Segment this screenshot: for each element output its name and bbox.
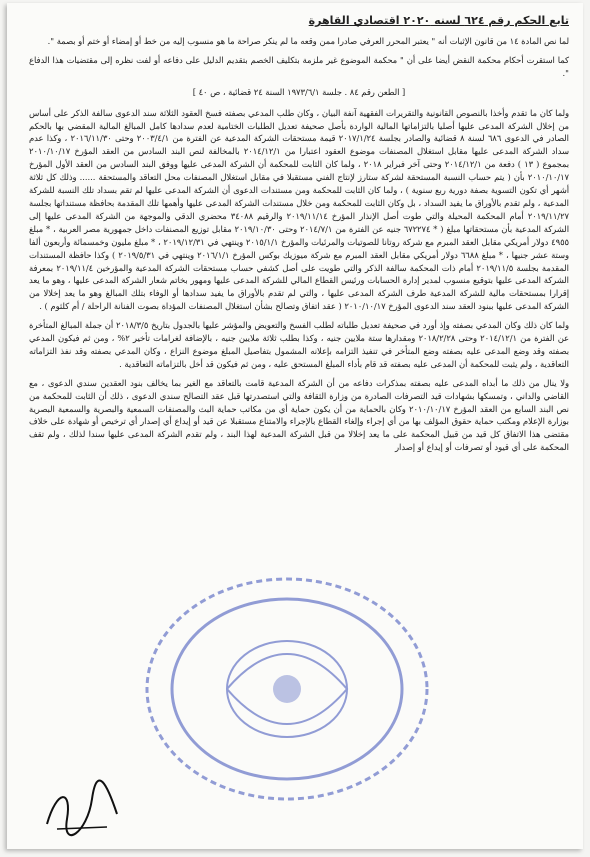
paragraph-5: ولا ينال من ذلك ما أبداه المدعى عليه بصفته بمذكرات دفاعه من أن الشركة المدعية قامت بالتعاقد مع الغير بما يخالف بنود العقدين سندي الدعوى ، مع القاضي والداني ، وتمسكها بشهادات قيد التصرفات الصادرة من وزارة الثقافة والتي استصدرتها قبل عقد التصالح سندي الدعوى ، ذلك أن الثابت للمحكمة من نص البند السابع من العقد المؤرخ ٢٠١٠/١٠/١٧ وكان بالحماية من أن يكون حماية أي من مكاتب حماية البث والمصنفات السمعية والبصرية والسمعية البصرية بوزارة الإعلام ومكتب حماية حقوق المؤلف بها من أي إجراء وإلغاء القطاع بالإجراء والامتناع مستقبلا عن قيد أو إيداع أي إصدار أي ترخيص أو شهادة على خلاف مقتضى هذا الاتفاق كل قيد من قبيل المحكمة على ما يعد إخلالا من قبل الشركة المدعية لهذا البند ، ولم تقدم الشركة المدعى عليها سندا لذلك ، ولم تقف المحكمة على أي قيود أو تصرفات أو إيداع أو إصدار	[29, 377, 569, 453]
handwritten-signature	[37, 779, 127, 839]
paragraph-4: ولما كان ذلك وكان المدعي بصفته وإذ أورد في صحيفة تعديل طلباته لطلب الفسخ والتعويض والمؤشر عليها بالجدول بتاريخ ٢٠١٨/٣/٥ أن جملة المبالغ المتأخرة عن الفترة من ٢٠١٤/١٢/١ وحتى ٢٠١٨/٢/٢٨ ومقدارها ستة ملايين جنيه ، وكذا بطلب ثلاثة ملايين جنيه ، بالإضافة لغرامات تأخير ٢% ، ومن ثم فيكون المدعي بصفته وقد وضع المدعى عليه بصفته وضع المتأخر في تنفيذ التزامه بإعلانه المشمول بتفاصيل المبلغ موضوع النزاع ، وكان المدعي بصفته وقد نفذ التزاماته التعاقدية ، ولم يثبت للمحكمة أن المدعى عليه بصفته قد قام بأداء المبلغ المستحق عليه ، ومن ثم فيكون قد أخل بالتزاماته التعاقدية .	[29, 320, 569, 369]
paragraph-1: لما نص المادة ١٤ من قانون الإثبات أنه " يعتبر المحرر العرفي صادرا ممن وقعه ما لم ينكر صراحة ما هو منسوب إليه من خط أو إمضاء أو ختم أو بصمة ".	[47, 36, 569, 46]
court-seal-stamp	[117, 559, 437, 809]
document-title: تابع الحكم رقم ٦٢٤ لسنه ٢٠٢٠ اقتصادي القاهرة	[308, 14, 569, 27]
paragraph-3: ولما كان ما تقدم وأخذا بالنصوص القانونية والتقريرات الفقهية آنفة البيان ، وكان طلب المدعي بصفته فسخ العقود الثلاثة سند الدعوى سالفة الذكر على أساس من إخلال الشركة المدعى عليها أصليا بالتزاماتها المالية الواردة بأصل صحيفة تعديل الطلبات الختامية لعدم سدادها كامل المبالغ المالية المقضي بها بالحكم الصادر في الدعوى ٦٨٦ لسنة ٨ قضائية والصادر بجلسة ٢٠١٧/١/٢٤ قيمة مستحقات الشركة المدعية عن الفترة من ٢٠٠٣/٤/١ وحتى ٢٠١٦/١١/٣٠ ، وكذا عدم سداد الشركة المدعى عليها مقابل استغلال المصنفات موضوع العقود اعتبارا من ٢٠١٤/١٢/١ بالمخالفة لنص البند السادس من العقد المؤرخ ٢٠١٠/١٠/١٧ بمجموع ( ١٣ ) دفعة من ٢٠١٤/١٢/١ وحتى آخر فبراير ٢٠١٨ ، ولما كان الثابت للمحكمة أن الشركة المدعى عليها ووفق البند السادس من العقد الأول المؤرخ ٢٠١٠/١٠/١٧ بأن ( يتم حساب النسبة المستحقة لشركة ستارز لإنتاج الفني مستقبلا في مقابل استغلال المصنفات محل التعاقد والمستحقة ...... وذلك كل ثلاثة أشهر أي تكون التسوية بصفة دورية ربع سنوية ) ، ولما كان الثابت للمحكمة ومن مستندات الدعوى أن الشركة المدعى عليها لم تقم بسداد تلك النسبة للشركة المدعية ، ولم تقدم بالأوراق ما يفيد السداد ، بل وكان الثابت للمحكمة ومن خلال مستندات الشركة المدعى عليها وأهمها تلك المقدمة بحافظة مستنداتها بجلسة ٢٠١٩/١١/٢٧ أمام المحكمة المحيلة والتي طوت أصل الإنذار المؤرخ ٢٠١٩/١١/١٤ والرقيم ٣٤٠٨٨ محضري الدقي والموجهة من الشركة المدعى عليها إلى الشركة المدعية بأن مستحقاتها مبلغ ( * ٦٧٢٢٧٤ جنيه عن الفترة من ٢٠١٤/٧/١ وحتى ٢٠١٩/١٠/٣٠ مقابل توزيع المصنفات داخل جمهورية مصر العربية ، * مبلغ ٤٩٥٥ دولار أمريكي مقابل العقد المبرم مع شركة روتانا للصوتيات والمرئيات والمؤرخ ٢٠١٥/١/١ وينتهي في ٢٠١٩/١٢/٣١ ، * مبلغ مليون وخمسمائة وأربعون ألفا وستة عشر جنيها ، * مبلغ ٦٦٨٨ دولار أمريكي مقابل العقد المبرم مع شركة ميوزيك بوكس المؤرخ ٢٠١٦/١/١ وينتهي في ٢٠١٩/٥/٣١ ) وكذا حافظة المستندات المقدمة بجلسة ٢٠١٩/١١/٥ أمام ذات المحكمة سالفة الذكر والتي طويت على أصل كشفي حساب مستحقات الشركة المدعية والمؤرخين ٢٠١٩/١١/٤ بمعرفة الشركة المدعى عليها بتوقيع منسوب لمدير إدارة الحسابات ورئيس القطاع المالي للشركة المدعى عليها ومهور بخاتم شعار الشركة المدعى عليها ، وهو ما يعد إقرارا بمستحقات مالية للشركة المدعية طرف الشركة المدعى عليها ، والتي لم تقدم بالأوراق ما يفيد سدادها أو الوفاء بتلك المبالغ وهو ما يعد إخلالا من الشركة المدعى عليها ببنود العقد سند الدعوى المؤرخ ٢٠١٠/١٠/١٧ ( عقد اتفاق وتصالح بشأن استغلال المصنفات المؤداة بصوت الفنانة الراحلة / أم كلثوم ) .	[29, 107, 570, 312]
paragraph-2: كما استقرت أحكام محكمة النقض أيضا على أن " محكمة الموضوع غير ملزمة بتكليف الخصم بتقديم الدليل على دفاعه أو لفت نظره إلى مقتضيات هذا الدفاع ".	[29, 54, 569, 78]
document-page	[7, 3, 583, 849]
case-citation: [ الطعن رقم ٨٤ . جلسة ١٩٧٣/٦/١ السنة ٢٤ قضائية ، ص ٤٠ ]	[192, 86, 406, 97]
